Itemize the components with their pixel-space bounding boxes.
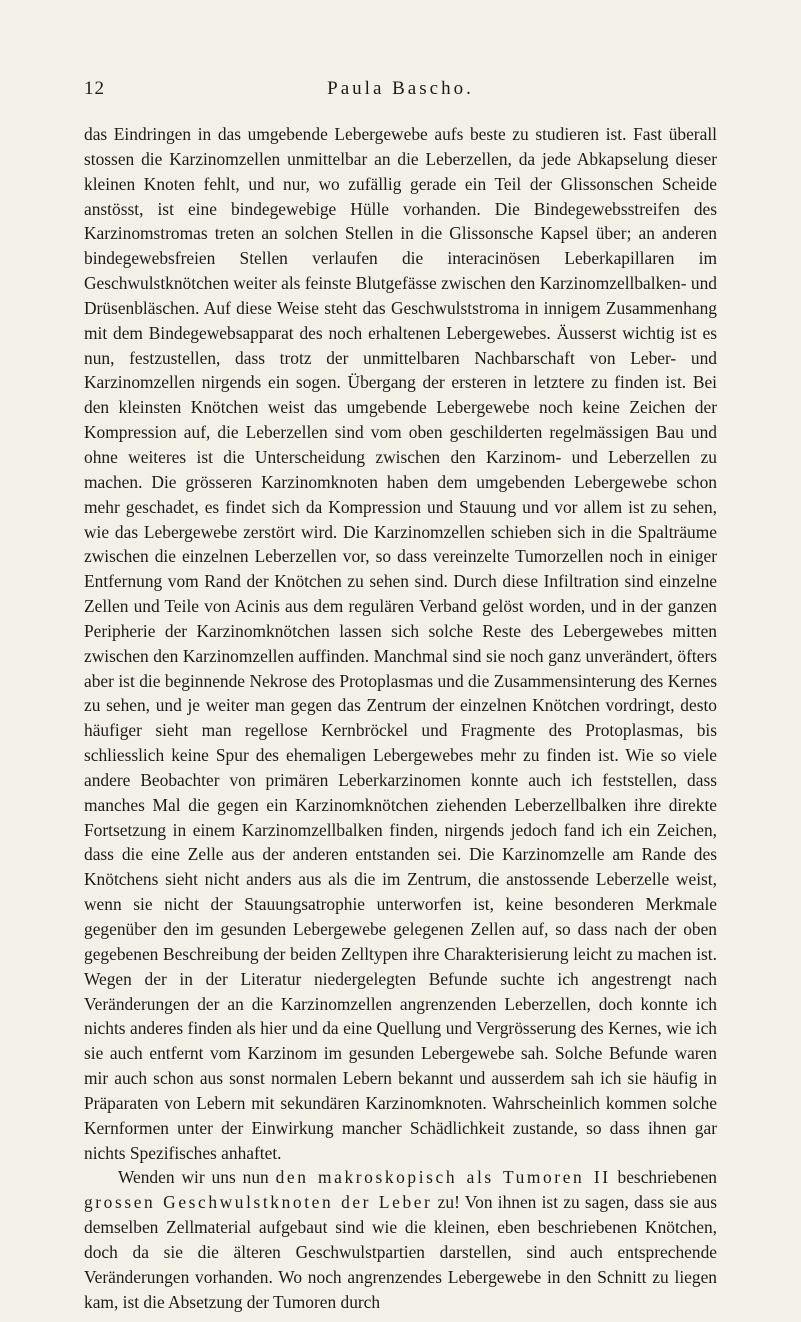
paragraph-2-spaced-1: den makroskopisch als Tumoren II bbox=[275, 1167, 611, 1188]
paragraph-2-rest: zu! Von ihnen ist zu sagen, dass sie aus demselben Zellmaterial aufgebaut sind wie die kleinen, eben beschriebenen Knötchen, doch da sie die älteren Geschwulstpartien darstellen, sind auch entsprechende Veränderungen vorhanden. Wo noch angrenzendes Lebergewebe in den Schnitt zu liegen kam, ist die Absetzung der Tumoren durch bbox=[84, 1192, 717, 1312]
paragraph-2 bbox=[84, 1165, 717, 1314]
page-header bbox=[84, 78, 717, 104]
paragraph-2-lead: Wenden wir uns nun bbox=[118, 1167, 276, 1188]
paragraph-2-middle: beschriebenen bbox=[610, 1167, 717, 1188]
running-head: Paula Bascho. bbox=[327, 78, 474, 99]
page-number: 12 bbox=[84, 78, 105, 99]
paragraph-2-spaced-2: grossen Geschwulstknoten der Leber bbox=[84, 1192, 433, 1213]
paragraph-1: das Eindringen in das umgebende Lebergewebe aufs beste zu studieren ist. Fast überall stossen die Karzinomzellen unmittelbar an die Leberzellen, da jede Abkapselung dieser kleinen Knoten fehlt, und nur, wo zufällig gerade ein Teil der Glissonschen Scheide anstösst, ist eine bindegewebige Hülle vorhanden. Die Bindegewebsstreifen des Karzinomstromas treten an solchen Stellen in die Glissonsche Kapsel über; an anderen bindegewebsfreien Stellen verlaufen die interacinösen Leberkapillaren im Geschwulstknötchen weiter als feinste Blutgefässe zwischen den Karzinomzellbalken- und Drüsenbläschen. Auf diese Weise steht das Geschwulststroma in innigem Zusammenhang mit dem Bindegewebsapparat des noch erhaltenen Lebergewebes. Äusserst wichtig ist es nun, festzustellen, dass trotz der unmittelbaren Nachbarschaft von Leber- und Karzinomzellen nirgends ein sogen. Übergang der ersteren in letztere zu finden ist. Bei den kleinsten Knötchen weist das umgebende Lebergewebe noch keine Zeichen der Kompression auf, die Leberzellen sind vom oben geschilderten regelmässigen Bau und ohne weiteres ist die Unterscheidung zwischen den Karzinom- und Leberzellen zu machen. Die grösseren Karzinomknoten haben dem umgebenden Lebergewebe schon mehr geschadet, es findet sich da Kompression und Stauung und vor allem ist zu sehen, wie das Lebergewebe zerstört wird. Die Karzinomzellen schieben sich in die Spalträume zwischen die einzelnen Leberzellen vor, so dass vereinzelte Tumorzellen noch in einiger Entfernung vom Rand der Knötchen zu sehen sind. Durch diese Infiltration sind einzelne Zellen und Teile von Acinis aus dem regulären Verband gelöst worden, und in der ganzen Peripherie der Karzinomknötchen lassen sich solche Reste des Lebergewebes mitten zwischen den Karzinomzellen auffinden. Manchmal sind sie noch ganz unverändert, öfters aber ist die beginnende Nekrose des Protoplasmas und die Zusammensinterung des Kernes zu sehen, und je weiter man gegen das Zentrum der einzelnen Knötchen vordringt, desto häufiger sieht man regellose Kernbröckel und Fragmente des Protoplasmas, bis schliesslich keine Spur des ehemaligen Lebergewebes mehr zu finden ist. Wie so viele andere Beobachter von primären Leberkarzinomen konnte auch ich feststellen, dass manches Mal die gegen ein Karzinomknötchen ziehenden Leberzellbalken ihre direkte Fortsetzung in einem Karzinomzellbalken finden, nirgends jedoch fand ich ein Zeichen, dass die eine Zelle aus der anderen entstanden sei. Die Karzinomzelle am Rande des Knötchens sieht nicht anders aus als die im Zentrum, die anstossende Leberzelle weist, wenn sie nicht der Stauungsatrophie unterworfen ist, keine besonderen Merkmale gegenüber den im gesunden Lebergewebe gelegenen Zellen auf, so dass nach der oben gegebenen Beschreibung der beiden Zelltypen ihre Charakterisierung leicht zu machen ist. Wegen der in der Literatur niedergelegten Befunde suchte ich angestrengt nach Veränderungen der an die Karzinomzellen angrenzenden Leberzellen, doch konnte ich nichts anderes finden als hier und da eine Quellung und Vergrösserung des Kernes, wie ich sie auch entfernt vom Karzinom im gesunden Lebergewebe sah. Solche Befunde waren mir auch schon aus sonst normalen Lebern bekannt und ausserdem sah ich sie häufig in Präparaten von Lebern mit sekundären Karzinomknoten. Wahrscheinlich kommen solche Kernformen unter der Einwirkung mancher Schädlichkeit zustande, so dass ihnen gar nichts Spezifisches anhaftet. bbox=[84, 124, 717, 1163]
body-text bbox=[84, 122, 717, 1315]
